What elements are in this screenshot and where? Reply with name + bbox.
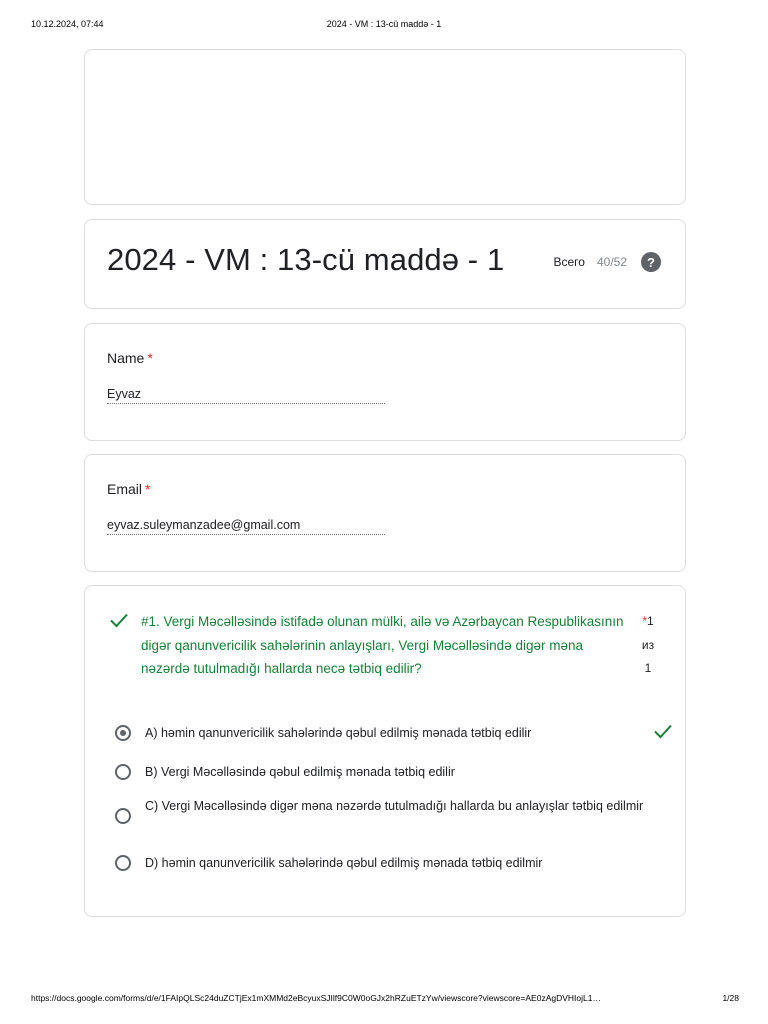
option-label: B) Vergi Məcəlləsində qəbul edilmiş mənada tətbiq edilir: [145, 765, 455, 779]
points-total: 1: [644, 661, 652, 675]
required-asterisk: *: [642, 614, 647, 628]
email-field-label: [107, 481, 150, 497]
form-header-image: [84, 49, 686, 205]
email-field: eyvaz.suleymanzadee@gmail.com: [107, 518, 385, 535]
required-asterisk: *: [145, 481, 151, 497]
print-document-title: 2024 - VM : 13-cü maddə - 1: [326, 19, 442, 29]
correct-check-icon: [653, 723, 673, 742]
question-card: [84, 585, 686, 917]
name-question-card: [84, 323, 686, 441]
option-label: D) həmin qanunvericilik sahələrində qəbul edilmiş mənada tətbiq edilmir: [145, 856, 543, 870]
email-question-card: [84, 454, 686, 572]
print-footer: [31, 993, 739, 1005]
answer-option-a[interactable]: [115, 723, 665, 743]
total-score: [554, 250, 662, 274]
radio-icon[interactable]: [115, 808, 131, 824]
check-icon: [109, 612, 129, 633]
name-field-label: [107, 350, 153, 366]
required-asterisk: *: [147, 350, 153, 366]
answer-option-d[interactable]: [115, 854, 665, 874]
radio-selected-icon[interactable]: [115, 725, 131, 741]
print-header: [31, 19, 737, 33]
points-of-label: из: [641, 637, 655, 652]
question-text: #1. Vergi Məcəlləsində istifadə olunan mülki, ailə və Azərbaycan Respublikasının digər qanunvericilik sahələrinin anlayışları, Vergi Məcəlləsində digər məna nəzərdə tutulmadığı hallarda necə tətbiq edilir?: [141, 614, 624, 676]
email-label-text: Email: [107, 481, 143, 497]
radio-icon[interactable]: [115, 855, 131, 871]
form-title: 2024 - VM : 13-cü maddə - 1: [107, 242, 505, 277]
option-label: C) Vergi Məcəlləsində digər məna nəzərdə tutulmadığı hallarda bu anlayışlar tətbiq edilmir: [145, 799, 644, 813]
page-number: 1/28: [722, 993, 739, 1003]
score-value: 40/52: [596, 255, 627, 269]
points-earned: 1: [646, 614, 654, 628]
name-label-text: Name: [107, 350, 145, 366]
help-circle-icon[interactable]: ?: [641, 252, 661, 272]
print-url: https://docs.google.com/forms/d/e/1FAIpQLSc24duZCTjEx1mXMMd2eBcyuxSJIlf9C0W0oGJx2hRZuETzYw/viewscore?viewscore=AE0zAgDVHIojL1…: [31, 993, 601, 1003]
score-label: Всего: [553, 255, 585, 269]
name-field: Eyvaz: [107, 387, 385, 404]
option-label: A) həmin qanunvericilik sahələrində qəbul edilmiş mənada tətbiq edilir: [145, 726, 532, 740]
form-title-card: [84, 219, 686, 309]
radio-icon[interactable]: [115, 764, 131, 780]
answer-option-b[interactable]: [115, 762, 665, 782]
question-points: [637, 610, 659, 681]
print-datetime: 10.12.2024, 07:44: [31, 19, 104, 29]
answer-option-c[interactable]: [115, 798, 665, 834]
